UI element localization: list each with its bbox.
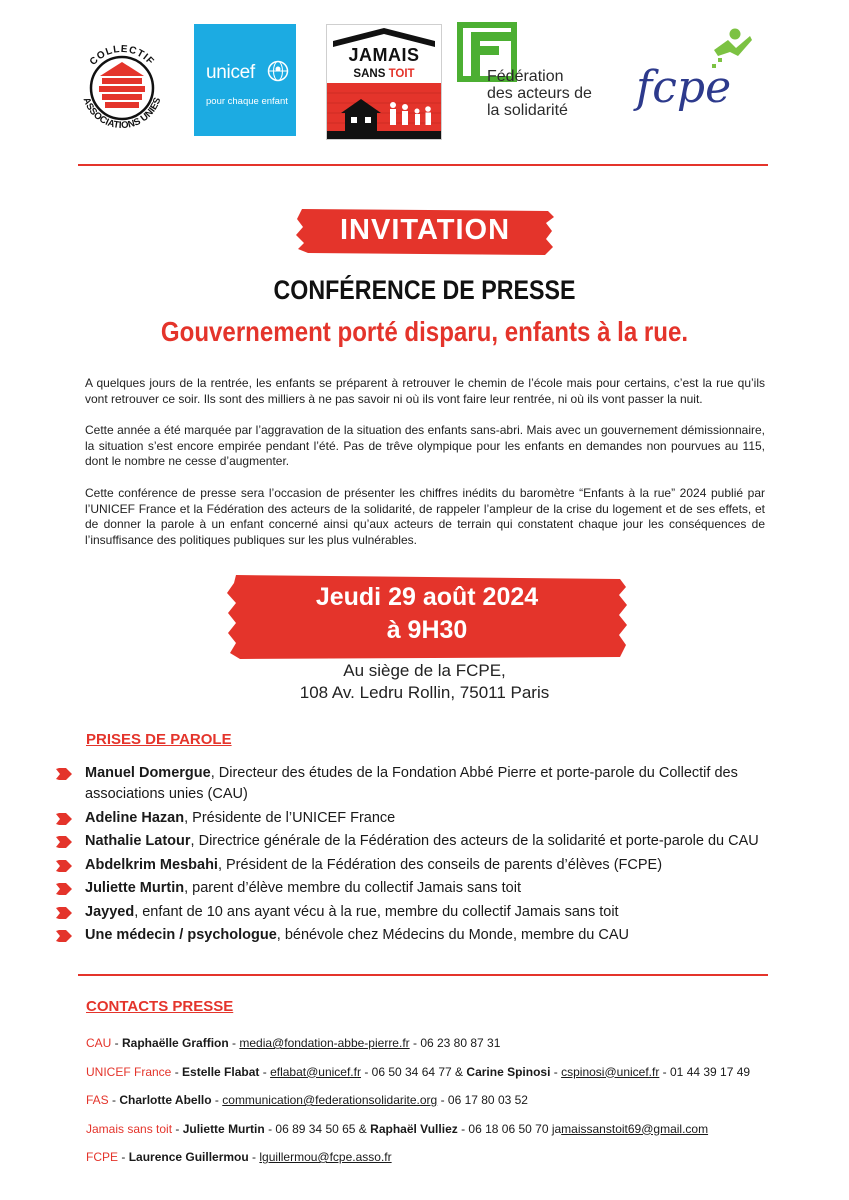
unicef-wordmark: unicef xyxy=(206,62,255,83)
contact-phone: - 06 23 80 87 31 xyxy=(409,1036,501,1050)
arrow-bullet-icon xyxy=(56,907,72,919)
contacts-heading: CONTACTS PRESSE xyxy=(86,998,234,1015)
contact-org: FCPE xyxy=(86,1150,119,1164)
contact-name: Laurence Guillermou xyxy=(128,1150,249,1164)
jst-line2-a: SANS xyxy=(353,68,386,80)
separator: - xyxy=(228,1036,240,1050)
event-date: Jeudi 29 août 2024 xyxy=(315,583,539,611)
speaker-name: Manuel Domergue xyxy=(85,765,211,781)
speaker-name: Adeline Hazan xyxy=(85,809,185,826)
speaker-role: , bénévole chez Médecins du Monde, membre du CAU xyxy=(276,927,629,943)
contact-jst xyxy=(86,1122,786,1136)
arrow-bullet-icon xyxy=(56,860,72,872)
list-item xyxy=(56,855,776,876)
intro-text xyxy=(85,376,765,564)
separator: - xyxy=(111,1036,123,1050)
paragraph: Cette conférence de presse sera l’occasion de présenter les chiffres inédits du baromètre “Enfants à la rue” 2024 publié par l’UNICEF France et la Fédération des acteurs de la solidarité, de rappeler l’ampleur de la crise du logement et de ses effets, et de donner la parole à un enfant concerné ainsi qu’aux acteurs de terrain qui constatent chaque jour les conséquences de l’insuffisance des politiques publiques sur les plus vulnérables. xyxy=(85,485,765,547)
list-item xyxy=(56,925,776,946)
jst-line1: JAMAIS xyxy=(348,45,420,65)
speaker-name: Jayyed xyxy=(85,903,135,920)
house-icon xyxy=(99,62,145,108)
contact-name: Carine Spinosi xyxy=(466,1064,551,1079)
invitation-banner xyxy=(296,205,554,257)
venue-address xyxy=(0,660,849,704)
event-datetime xyxy=(226,581,628,647)
cau-bottom-text: ASSOCIATIONS UNIES xyxy=(80,96,164,132)
page-title: CONFÉRENCE DE PRESSE xyxy=(273,275,576,305)
speaker-role: , Président de la Fédération des conseils de parents d’élèves (FCPE) xyxy=(217,856,663,873)
speaker-name: Juliette Murtin xyxy=(85,880,185,896)
fas-logo xyxy=(457,22,627,132)
separator: - xyxy=(171,1064,183,1079)
speaker-role: , parent d’élève membre du collectif Jamais sans toit xyxy=(184,880,521,896)
fas-line2: des acteurs de xyxy=(487,85,592,102)
list-item xyxy=(56,831,776,852)
paragraph: Cette année a été marquée par l’aggravation de la situation des enfants sans-abri. Mais avec un gouvernement démissionnaire, la situation s’est encore empirée pendant l’été. Pas de trêve olympique pour les enfants en demandes non pourvues au 115, dont le nombre ne cesse d’augmenter. xyxy=(85,423,765,469)
cau-logo xyxy=(72,36,172,136)
speaker-name: Abdelkrim Mesbahi xyxy=(85,856,218,873)
cau-emblem xyxy=(72,36,172,136)
arrow-bullet-icon xyxy=(56,813,72,825)
separator: - xyxy=(172,1121,183,1136)
unicef-globe-icon xyxy=(267,60,289,82)
contact-cau xyxy=(86,1036,786,1050)
contact-name: Juliette Murtin xyxy=(182,1121,265,1136)
list-item xyxy=(56,902,776,923)
contact-phone: - 06 50 34 64 77 & xyxy=(360,1064,467,1079)
contact-fas xyxy=(86,1093,786,1107)
contact-name: Raphaëlle Graffion xyxy=(122,1036,229,1050)
contacts-list xyxy=(86,1036,786,1179)
contact-phone: - 06 18 06 50 70 ja xyxy=(457,1121,562,1136)
arrow-bullet-icon xyxy=(56,768,72,780)
separator: - xyxy=(550,1064,562,1079)
arrow-bullet-icon xyxy=(56,883,72,895)
contact-phone: - 01 44 39 17 49 xyxy=(659,1064,751,1079)
contact-org: FAS xyxy=(86,1093,109,1107)
fas-line1: Fédération xyxy=(487,68,564,85)
fcpe-logo xyxy=(632,24,762,124)
divider-top xyxy=(78,164,768,166)
contact-fcpe xyxy=(86,1150,786,1164)
separator: - xyxy=(211,1093,223,1107)
speaker-role: , Présidente de l’UNICEF France xyxy=(184,809,396,826)
jst-line2-b: TOIT xyxy=(388,68,415,80)
divider-bottom xyxy=(78,974,768,976)
contact-name: Charlotte Abello xyxy=(119,1093,212,1107)
separator: - xyxy=(108,1093,120,1107)
speaker-name: Nathalie Latour xyxy=(85,833,191,849)
speaker-name: Une médecin / psychologue xyxy=(85,927,277,943)
jamais-sans-toit-logo xyxy=(326,24,442,140)
email-link[interactable]: media@fondation-abbe-pierre.fr xyxy=(239,1036,410,1050)
email-link[interactable]: cspinosi@unicef.fr xyxy=(561,1064,660,1079)
contact-phone: - 06 17 80 03 52 xyxy=(437,1093,528,1107)
contact-phone: - 06 89 34 50 65 & xyxy=(264,1121,371,1136)
contact-name: Estelle Flabat xyxy=(182,1064,260,1079)
contact-org: Jamais sans toit xyxy=(86,1121,173,1136)
list-item xyxy=(56,808,776,829)
email-link[interactable]: communication@federationsolidarite.org xyxy=(222,1093,438,1107)
venue-line1: Au siège de la FCPE, xyxy=(343,661,506,680)
speaker-role: , Directrice générale de la Fédération des acteurs de la solidarité et porte-parole du CAU xyxy=(190,833,759,849)
venue-line2: 108 Av. Ledru Rollin, 75011 Paris xyxy=(299,683,550,702)
email-link[interactable]: lguillermou@fcpe.asso.fr xyxy=(259,1150,392,1164)
arrow-bullet-icon xyxy=(56,930,72,942)
contact-org: CAU xyxy=(86,1036,112,1050)
family-house-icon xyxy=(327,83,441,139)
contact-org: UNICEF France xyxy=(86,1064,172,1079)
contact-name: Raphaël Vulliez xyxy=(370,1121,458,1136)
page-subtitle: Gouvernement porté disparu, enfants à la rue. xyxy=(160,316,689,347)
email-link[interactable]: maissanstoit69@gmail.com xyxy=(561,1121,709,1136)
fcpe-wordmark: fcpe xyxy=(636,62,732,113)
fas-line3: la solidarité xyxy=(487,102,568,119)
speaker-role: , enfant de 10 ans ayant vécu à la rue, membre du collectif Jamais sans toit xyxy=(134,903,619,920)
speakers-heading: PRISES DE PAROLE xyxy=(86,731,232,748)
speakers-list xyxy=(56,763,776,949)
email-link[interactable]: eflabat@unicef.fr xyxy=(270,1064,361,1079)
separator: - xyxy=(248,1150,260,1164)
paragraph: A quelques jours de la rentrée, les enfants se préparent à retrouver le chemin de l’école mais pour certains, c’est la rue qu’ils vont retrouver ce soir. Ils sont des milliers à ne pas savoir ni où ils vont faire leur rentrée, ni où ils vont passer la nuit. xyxy=(85,376,765,406)
unicef-logo xyxy=(194,24,296,136)
partner-logos xyxy=(0,22,849,142)
fcpe-emblem xyxy=(632,24,762,124)
arrow-bullet-icon xyxy=(56,836,72,848)
unicef-tagline: pour chaque enfant xyxy=(206,96,288,107)
invitation-label: INVITATION xyxy=(339,214,511,246)
separator: - xyxy=(259,1064,271,1079)
event-time: à 9H30 xyxy=(386,616,468,644)
cau-top-text: COLLECTIF xyxy=(87,43,157,68)
contact-unicef xyxy=(86,1065,786,1079)
fas-wordmark xyxy=(487,68,592,119)
jst-line2 xyxy=(327,68,441,80)
list-item xyxy=(56,763,776,805)
list-item xyxy=(56,878,776,899)
separator: - xyxy=(118,1150,129,1164)
speaker-role: , Directeur des études de la Fondation Abbé Pierre et porte-parole du Collectif des associations unies (CAU) xyxy=(85,765,738,802)
date-banner xyxy=(226,573,628,661)
